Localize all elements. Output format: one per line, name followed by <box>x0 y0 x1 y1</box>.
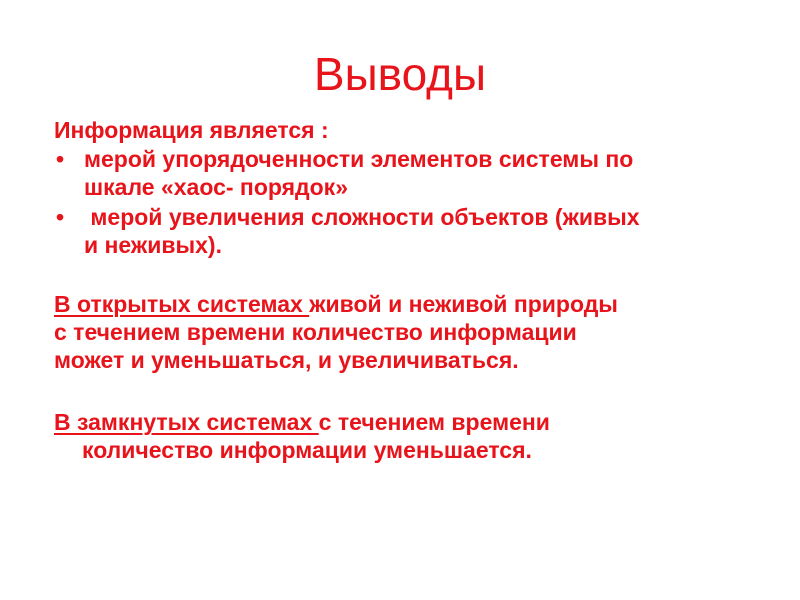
closed-systems-line-1 <box>54 408 550 436</box>
slide-title: Выводы <box>313 48 487 100</box>
intro-text: Информация является : <box>54 117 329 143</box>
bullet-marker-2: • <box>56 204 65 230</box>
bullet-2-line-2: и неживых). <box>84 232 222 258</box>
closed-systems-line-1-rest: с течением времени <box>318 409 550 435</box>
bullet-2-line-1: мерой увеличения сложности объектов (живых <box>84 204 640 230</box>
bullet-marker-1: • <box>56 146 65 172</box>
bullet-1-line-1: мерой упорядоченности элементов системы по <box>84 146 634 172</box>
bullet-2-text <box>84 203 640 259</box>
closed-systems-term: В замкнутых системах <box>54 409 319 435</box>
bullet-1-line-2: шкале «хаос- порядок» <box>84 174 348 200</box>
open-systems-line-1 <box>54 290 618 318</box>
closed-systems-paragraph <box>54 408 550 464</box>
bullet-1-text <box>84 145 633 201</box>
closed-systems-line-2: количество информации уменьшается. <box>82 437 532 463</box>
open-systems-paragraph <box>54 290 618 374</box>
open-systems-line-3: может и уменьшаться, и увеличиваться. <box>54 347 519 373</box>
open-systems-line-2: с течением времени количество информации <box>54 319 577 345</box>
open-systems-line-1-rest: живой и неживой природы <box>309 291 618 317</box>
open-systems-term: В открытых системах <box>54 291 310 317</box>
